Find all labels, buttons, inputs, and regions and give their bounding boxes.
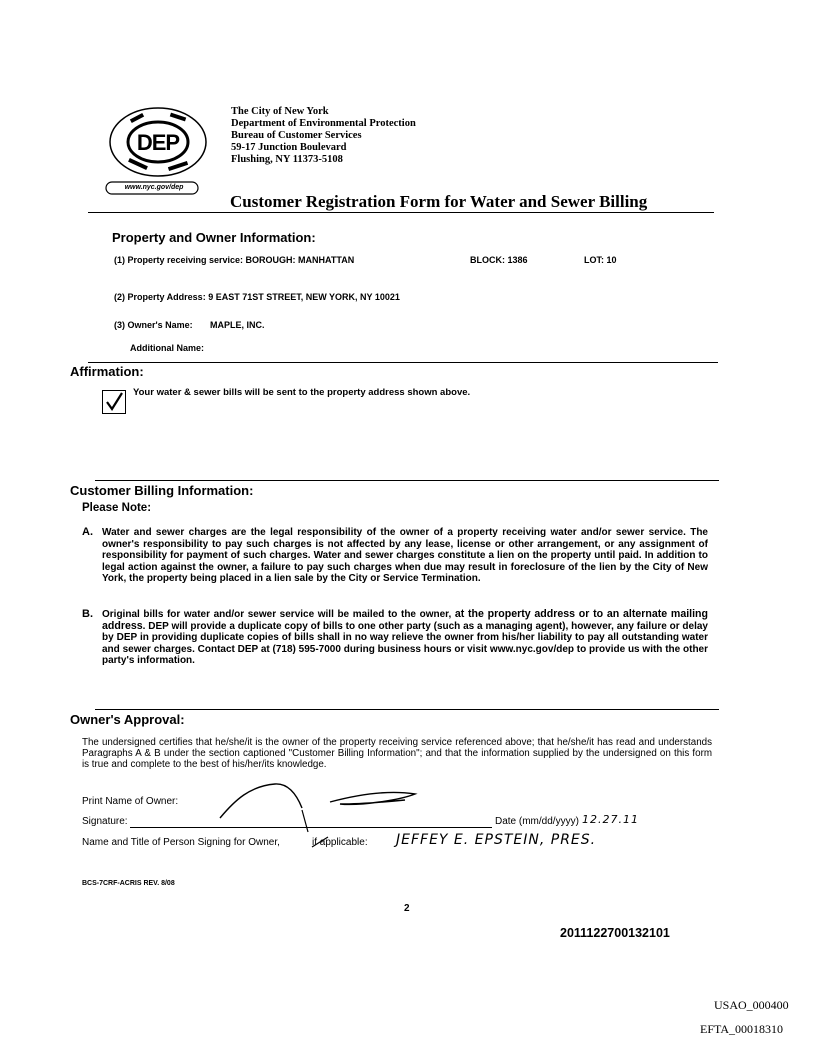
approval-rule <box>95 709 719 710</box>
dep-logo-text: DEP <box>136 130 180 155</box>
property-block: BLOCK: 1386 <box>470 255 528 265</box>
paragraph-b-part-2: . DEP will provide a duplicate copy of bills to one other party (such as a managing agent), however, any failure or delay by DEP in providing duplicate copies of bills shall in no way relieve the owner from his/her liability to pay all outstanding water and sewer charges. Contact DEP at (718) 595-7000 during business hours or visit www.nyc.gov/dep to provide us with the other party's information. <box>102 620 708 667</box>
paragraph-b-emphasis: at the property address or to an alternate mailing address <box>102 608 708 632</box>
address-line: 59-17 Junction Boulevard <box>231 142 347 153</box>
approval-heading: Owner's Approval: <box>70 712 185 727</box>
page-number: 2 <box>404 903 410 914</box>
paragraph-a-letter: A. <box>82 526 93 538</box>
agency-address <box>231 106 416 166</box>
address-line: Flushing, NY 11373-5108 <box>231 154 343 165</box>
owner-name-value: MAPLE, INC. <box>210 320 265 330</box>
property-heading: Property and Owner Information: <box>112 230 316 245</box>
please-note: Please Note: <box>82 502 152 514</box>
billing-rule <box>95 480 719 481</box>
paragraph-b-letter: B. <box>82 608 93 620</box>
paragraph-b <box>102 609 708 667</box>
property-lot: LOT: 10 <box>584 255 617 265</box>
signature-scribble-icon <box>210 780 430 836</box>
document-number: 2011122700132101 <box>560 926 670 940</box>
address-line: Department of Environmental Protection <box>231 118 416 129</box>
dep-logo <box>100 104 218 196</box>
form-code: BCS-7CRF-ACRIS REV. 8/08 <box>82 880 175 887</box>
date-label: Date (mm/dd/yyyy) <box>495 816 579 827</box>
strike-through-icon <box>310 835 358 849</box>
date-value: 12.27.11 <box>582 813 639 826</box>
property-service-line: (1) Property receiving service: BOROUGH: MANHATTAN <box>114 255 355 265</box>
title-rule <box>88 212 714 213</box>
bates-number-1: USAO_000400 <box>714 998 789 1012</box>
if-applicable-strike <box>310 835 358 849</box>
name-title-value: JEFFEY E. EPSTEIN, PRES. <box>396 832 597 848</box>
form-title: Customer Registration Form for Water and Sewer Billing <box>230 192 648 211</box>
property-address-line: (2) Property Address: 9 EAST 71ST STREET, NEW YORK, NY 10021 <box>114 292 400 302</box>
signature-label: Signature: <box>82 816 128 827</box>
if-applicable-label: if applicable: <box>312 837 368 848</box>
affirmation-rule <box>88 362 718 363</box>
owner-name-label: (3) Owner's Name: <box>114 320 193 330</box>
bates-number-2: EFTA_00018310 <box>700 1022 784 1036</box>
affirmation-text: Your water & sewer bills will be sent to the property address shown above. <box>133 387 471 398</box>
paragraph-b-part-1: Original bills for water and/or sewer service will be mailed to the owner, <box>102 609 455 620</box>
paragraph-a: Water and sewer charges are the legal responsibility of the owner of a property receiving water and/or sewer service. The owner's responsibility to pay such charges is not affected by any lease, license or other arrangement, or any assignment of responsibility for payment of such charges. Water and sewer charges constitute a lien on the property until paid. In addition to legal action against the owner, a failure to pay such charges when due may result in foreclosure of the lien by the City of New York, the property being placed in a lien sale by the City or Service Termination. <box>102 527 708 585</box>
certification-text: The undersigned certifies that he/she/it is the owner of the property receiving service referenced above; that he/she/it has read and understands Paragraphs A & B under the section captioned "Customer Billing Information"; and that the information supplied by the undersigned on this form is true and complete to the best of his/her/its knowledge. <box>82 737 712 770</box>
checkmark-icon <box>103 391 125 413</box>
billing-heading: Customer Billing Information: <box>70 483 254 498</box>
address-line: Bureau of Customer Services <box>231 130 362 141</box>
additional-name-label: Additional Name: <box>130 343 205 353</box>
signature-mark <box>210 780 430 836</box>
dep-logo-url: www.nyc.gov/dep <box>124 184 184 191</box>
name-title-label: Name and Title of Person Signing for Owner, <box>82 837 280 848</box>
affirmation-checkbox[interactable] <box>102 390 126 414</box>
address-line: The City of New York <box>231 106 329 117</box>
affirmation-heading: Affirmation: <box>70 364 144 379</box>
print-name-label: Print Name of Owner: <box>82 796 179 807</box>
